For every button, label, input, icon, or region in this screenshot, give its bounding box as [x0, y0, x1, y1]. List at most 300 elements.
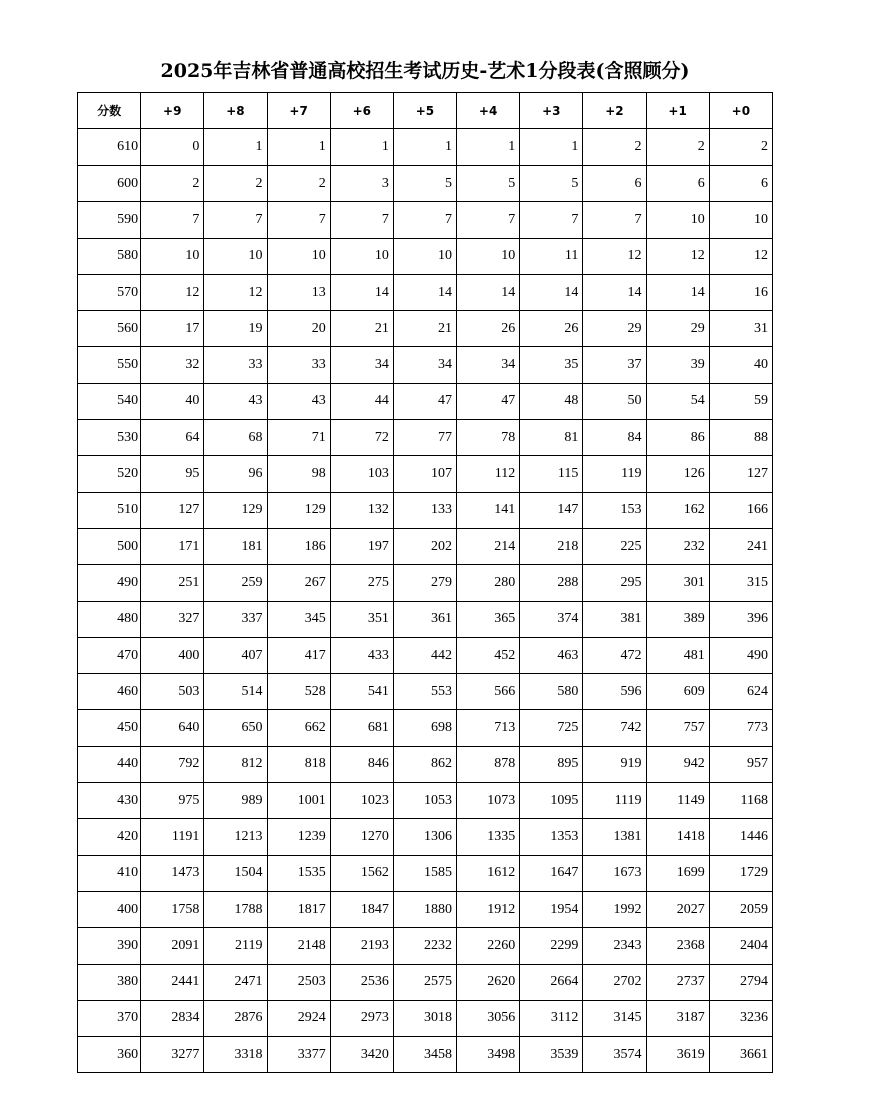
count-cell: 50 — [583, 383, 646, 419]
count-cell: 472 — [583, 637, 646, 673]
count-cell: 3277 — [141, 1037, 204, 1073]
count-cell: 218 — [520, 528, 583, 564]
count-cell: 147 — [520, 492, 583, 528]
count-cell: 1073 — [457, 783, 520, 819]
count-cell: 1446 — [709, 819, 772, 855]
count-cell: 2575 — [393, 964, 456, 1000]
count-cell: 12 — [141, 274, 204, 310]
count-cell: 2 — [141, 166, 204, 202]
count-cell: 34 — [330, 347, 393, 383]
count-cell: 1168 — [709, 783, 772, 819]
count-cell: 129 — [267, 492, 330, 528]
count-cell: 463 — [520, 637, 583, 673]
column-header: +7 — [267, 93, 330, 129]
count-cell: 20 — [267, 311, 330, 347]
score-cell: 370 — [78, 1000, 141, 1036]
count-cell: 0 — [141, 129, 204, 166]
count-cell: 1239 — [267, 819, 330, 855]
count-cell: 1535 — [267, 855, 330, 891]
score-cell: 400 — [78, 891, 141, 927]
count-cell: 295 — [583, 565, 646, 601]
count-cell: 119 — [583, 456, 646, 492]
count-cell: 609 — [646, 674, 709, 710]
count-cell: 514 — [204, 674, 267, 710]
count-cell: 2232 — [393, 928, 456, 964]
count-cell: 351 — [330, 601, 393, 637]
count-cell: 10 — [709, 202, 772, 238]
count-cell: 2 — [583, 129, 646, 166]
count-cell: 2091 — [141, 928, 204, 964]
count-cell: 365 — [457, 601, 520, 637]
count-cell: 1270 — [330, 819, 393, 855]
count-cell: 541 — [330, 674, 393, 710]
count-cell: 2973 — [330, 1000, 393, 1036]
count-cell: 251 — [141, 565, 204, 601]
score-cell: 460 — [78, 674, 141, 710]
score-cell: 580 — [78, 238, 141, 274]
count-cell: 95 — [141, 456, 204, 492]
count-cell: 580 — [520, 674, 583, 710]
count-cell: 773 — [709, 710, 772, 746]
count-cell: 1306 — [393, 819, 456, 855]
count-cell: 2027 — [646, 891, 709, 927]
table-row — [78, 891, 773, 927]
count-cell: 3056 — [457, 1000, 520, 1036]
count-cell: 1847 — [330, 891, 393, 927]
score-cell: 570 — [78, 274, 141, 310]
count-cell: 1213 — [204, 819, 267, 855]
count-cell: 407 — [204, 637, 267, 673]
count-cell: 84 — [583, 420, 646, 456]
table-body — [78, 129, 773, 1073]
count-cell: 2148 — [267, 928, 330, 964]
count-cell: 1612 — [457, 855, 520, 891]
table-row — [78, 492, 773, 528]
count-cell: 78 — [457, 420, 520, 456]
count-cell: 14 — [583, 274, 646, 310]
count-cell: 2834 — [141, 1000, 204, 1036]
count-cell: 47 — [457, 383, 520, 419]
count-cell: 214 — [457, 528, 520, 564]
score-cell: 540 — [78, 383, 141, 419]
table-row — [78, 964, 773, 1000]
score-cell: 520 — [78, 456, 141, 492]
table-row — [78, 528, 773, 564]
count-cell: 361 — [393, 601, 456, 637]
count-cell: 417 — [267, 637, 330, 673]
score-cell: 490 — [78, 565, 141, 601]
count-cell: 1954 — [520, 891, 583, 927]
count-cell: 400 — [141, 637, 204, 673]
count-cell: 1788 — [204, 891, 267, 927]
count-cell: 2 — [267, 166, 330, 202]
table-row — [78, 456, 773, 492]
count-cell: 2536 — [330, 964, 393, 1000]
count-cell: 725 — [520, 710, 583, 746]
count-cell: 1053 — [393, 783, 456, 819]
count-cell: 166 — [709, 492, 772, 528]
count-cell: 153 — [583, 492, 646, 528]
count-cell: 624 — [709, 674, 772, 710]
count-cell: 2664 — [520, 964, 583, 1000]
count-cell: 1119 — [583, 783, 646, 819]
count-cell: 29 — [646, 311, 709, 347]
count-cell: 197 — [330, 528, 393, 564]
count-cell: 5 — [393, 166, 456, 202]
count-cell: 59 — [709, 383, 772, 419]
count-cell: 1418 — [646, 819, 709, 855]
count-cell: 7 — [141, 202, 204, 238]
count-cell: 2503 — [267, 964, 330, 1000]
count-cell: 5 — [520, 166, 583, 202]
count-cell: 129 — [204, 492, 267, 528]
count-cell: 1 — [330, 129, 393, 166]
score-cell: 600 — [78, 166, 141, 202]
count-cell: 315 — [709, 565, 772, 601]
count-cell: 107 — [393, 456, 456, 492]
count-cell: 7 — [267, 202, 330, 238]
score-cell: 560 — [78, 311, 141, 347]
count-cell: 452 — [457, 637, 520, 673]
column-header: +6 — [330, 93, 393, 129]
count-cell: 528 — [267, 674, 330, 710]
count-cell: 2059 — [709, 891, 772, 927]
count-cell: 1699 — [646, 855, 709, 891]
count-cell: 47 — [393, 383, 456, 419]
count-cell: 792 — [141, 746, 204, 782]
count-cell: 2471 — [204, 964, 267, 1000]
count-cell: 650 — [204, 710, 267, 746]
count-cell: 288 — [520, 565, 583, 601]
count-cell: 1758 — [141, 891, 204, 927]
count-cell: 72 — [330, 420, 393, 456]
count-cell: 115 — [520, 456, 583, 492]
count-cell: 2441 — [141, 964, 204, 1000]
count-cell: 3145 — [583, 1000, 646, 1036]
count-cell: 1023 — [330, 783, 393, 819]
count-cell: 26 — [457, 311, 520, 347]
count-cell: 96 — [204, 456, 267, 492]
count-cell: 29 — [583, 311, 646, 347]
count-cell: 2876 — [204, 1000, 267, 1036]
score-cell: 390 — [78, 928, 141, 964]
count-cell: 64 — [141, 420, 204, 456]
count-cell: 186 — [267, 528, 330, 564]
count-cell: 10 — [393, 238, 456, 274]
score-cell: 420 — [78, 819, 141, 855]
column-header: +4 — [457, 93, 520, 129]
count-cell: 19 — [204, 311, 267, 347]
score-cell: 450 — [78, 710, 141, 746]
count-cell: 127 — [709, 456, 772, 492]
count-cell: 21 — [330, 311, 393, 347]
count-cell: 181 — [204, 528, 267, 564]
document-title: 2025年吉林省普通高校招生考试历史-艺术1分段表(含照顾分) — [160, 60, 690, 82]
count-cell: 3 — [330, 166, 393, 202]
score-cell: 500 — [78, 528, 141, 564]
count-cell: 553 — [393, 674, 456, 710]
count-cell: 2620 — [457, 964, 520, 1000]
count-cell: 2299 — [520, 928, 583, 964]
count-cell: 1353 — [520, 819, 583, 855]
table-row — [78, 383, 773, 419]
count-cell: 31 — [709, 311, 772, 347]
column-header: +5 — [393, 93, 456, 129]
score-cell: 360 — [78, 1037, 141, 1073]
count-cell: 6 — [583, 166, 646, 202]
column-header: +9 — [141, 93, 204, 129]
count-cell: 942 — [646, 746, 709, 782]
count-cell: 37 — [583, 347, 646, 383]
count-cell: 301 — [646, 565, 709, 601]
count-cell: 171 — [141, 528, 204, 564]
count-cell: 225 — [583, 528, 646, 564]
count-cell: 566 — [457, 674, 520, 710]
count-cell: 14 — [393, 274, 456, 310]
count-cell: 1 — [393, 129, 456, 166]
count-cell: 141 — [457, 492, 520, 528]
count-cell: 232 — [646, 528, 709, 564]
count-cell: 2737 — [646, 964, 709, 1000]
score-distribution-table — [77, 92, 773, 1073]
count-cell: 1001 — [267, 783, 330, 819]
column-header: +3 — [520, 93, 583, 129]
column-header: +1 — [646, 93, 709, 129]
count-cell: 88 — [709, 420, 772, 456]
count-cell: 86 — [646, 420, 709, 456]
count-cell: 7 — [457, 202, 520, 238]
count-cell: 1095 — [520, 783, 583, 819]
count-cell: 7 — [393, 202, 456, 238]
count-cell: 3377 — [267, 1037, 330, 1073]
count-cell: 503 — [141, 674, 204, 710]
count-cell: 3420 — [330, 1037, 393, 1073]
count-cell: 1504 — [204, 855, 267, 891]
count-cell: 2 — [709, 129, 772, 166]
count-cell: 32 — [141, 347, 204, 383]
count-cell: 2260 — [457, 928, 520, 964]
count-cell: 3236 — [709, 1000, 772, 1036]
count-cell: 490 — [709, 637, 772, 673]
count-cell: 7 — [330, 202, 393, 238]
count-cell: 862 — [393, 746, 456, 782]
table-row — [78, 274, 773, 310]
count-cell: 2343 — [583, 928, 646, 964]
count-cell: 1 — [457, 129, 520, 166]
count-cell: 1585 — [393, 855, 456, 891]
table-row — [78, 166, 773, 202]
count-cell: 10 — [457, 238, 520, 274]
count-cell: 10 — [267, 238, 330, 274]
score-cell: 510 — [78, 492, 141, 528]
count-cell: 957 — [709, 746, 772, 782]
count-cell: 1335 — [457, 819, 520, 855]
count-cell: 14 — [520, 274, 583, 310]
count-cell: 21 — [393, 311, 456, 347]
count-cell: 1912 — [457, 891, 520, 927]
count-cell: 396 — [709, 601, 772, 637]
count-cell: 1992 — [583, 891, 646, 927]
count-cell: 43 — [267, 383, 330, 419]
count-cell: 10 — [646, 202, 709, 238]
count-cell: 3187 — [646, 1000, 709, 1036]
count-cell: 35 — [520, 347, 583, 383]
count-cell: 989 — [204, 783, 267, 819]
count-cell: 33 — [204, 347, 267, 383]
count-cell: 2 — [646, 129, 709, 166]
count-cell: 3619 — [646, 1037, 709, 1073]
table-header-row — [78, 93, 773, 129]
count-cell: 2702 — [583, 964, 646, 1000]
count-cell: 12 — [646, 238, 709, 274]
count-cell: 6 — [646, 166, 709, 202]
count-cell: 3112 — [520, 1000, 583, 1036]
count-cell: 327 — [141, 601, 204, 637]
count-cell: 757 — [646, 710, 709, 746]
count-cell: 640 — [141, 710, 204, 746]
table-row — [78, 347, 773, 383]
count-cell: 280 — [457, 565, 520, 601]
count-cell: 259 — [204, 565, 267, 601]
count-cell: 1673 — [583, 855, 646, 891]
count-cell: 389 — [646, 601, 709, 637]
count-cell: 2193 — [330, 928, 393, 964]
count-cell: 3539 — [520, 1037, 583, 1073]
count-cell: 14 — [646, 274, 709, 310]
count-cell: 127 — [141, 492, 204, 528]
count-cell: 5 — [457, 166, 520, 202]
count-cell: 44 — [330, 383, 393, 419]
count-cell: 3318 — [204, 1037, 267, 1073]
count-cell: 3018 — [393, 1000, 456, 1036]
count-cell: 34 — [393, 347, 456, 383]
score-cell: 530 — [78, 420, 141, 456]
count-cell: 54 — [646, 383, 709, 419]
count-cell: 919 — [583, 746, 646, 782]
count-cell: 846 — [330, 746, 393, 782]
table-row — [78, 565, 773, 601]
count-cell: 742 — [583, 710, 646, 746]
count-cell: 103 — [330, 456, 393, 492]
count-cell: 698 — [393, 710, 456, 746]
column-header: +0 — [709, 93, 772, 129]
count-cell: 1149 — [646, 783, 709, 819]
count-cell: 1 — [520, 129, 583, 166]
count-cell: 433 — [330, 637, 393, 673]
table-row — [78, 1000, 773, 1036]
table-row — [78, 928, 773, 964]
column-header: 分数 — [78, 93, 141, 129]
table-row — [78, 819, 773, 855]
table-row — [78, 710, 773, 746]
count-cell: 2 — [204, 166, 267, 202]
table-row — [78, 783, 773, 819]
count-cell: 10 — [330, 238, 393, 274]
count-cell: 2368 — [646, 928, 709, 964]
count-cell: 1473 — [141, 855, 204, 891]
count-cell: 13 — [267, 274, 330, 310]
count-cell: 39 — [646, 347, 709, 383]
count-cell: 10 — [141, 238, 204, 274]
count-cell: 71 — [267, 420, 330, 456]
count-cell: 12 — [204, 274, 267, 310]
table-row — [78, 129, 773, 166]
count-cell: 662 — [267, 710, 330, 746]
count-cell: 202 — [393, 528, 456, 564]
count-cell: 818 — [267, 746, 330, 782]
count-cell: 1381 — [583, 819, 646, 855]
count-cell: 812 — [204, 746, 267, 782]
count-cell: 16 — [709, 274, 772, 310]
count-cell: 1817 — [267, 891, 330, 927]
table-row — [78, 238, 773, 274]
score-cell: 610 — [78, 129, 141, 166]
count-cell: 34 — [457, 347, 520, 383]
count-cell: 2404 — [709, 928, 772, 964]
table-row — [78, 1037, 773, 1073]
score-cell: 550 — [78, 347, 141, 383]
count-cell: 895 — [520, 746, 583, 782]
count-cell: 2119 — [204, 928, 267, 964]
count-cell: 17 — [141, 311, 204, 347]
count-cell: 2924 — [267, 1000, 330, 1036]
table-row — [78, 855, 773, 891]
table-row — [78, 311, 773, 347]
count-cell: 713 — [457, 710, 520, 746]
count-cell: 596 — [583, 674, 646, 710]
table-row — [78, 202, 773, 238]
count-cell: 3498 — [457, 1037, 520, 1073]
column-header: +8 — [204, 93, 267, 129]
score-cell: 440 — [78, 746, 141, 782]
count-cell: 3661 — [709, 1037, 772, 1073]
count-cell: 81 — [520, 420, 583, 456]
count-cell: 241 — [709, 528, 772, 564]
count-cell: 33 — [267, 347, 330, 383]
count-cell: 3458 — [393, 1037, 456, 1073]
count-cell: 133 — [393, 492, 456, 528]
count-cell: 162 — [646, 492, 709, 528]
count-cell: 40 — [709, 347, 772, 383]
count-cell: 975 — [141, 783, 204, 819]
count-cell: 126 — [646, 456, 709, 492]
count-cell: 2794 — [709, 964, 772, 1000]
score-cell: 380 — [78, 964, 141, 1000]
count-cell: 14 — [457, 274, 520, 310]
count-cell: 279 — [393, 565, 456, 601]
count-cell: 1 — [204, 129, 267, 166]
score-cell: 410 — [78, 855, 141, 891]
count-cell: 98 — [267, 456, 330, 492]
table-row — [78, 746, 773, 782]
count-cell: 26 — [520, 311, 583, 347]
count-cell: 1729 — [709, 855, 772, 891]
count-cell: 48 — [520, 383, 583, 419]
count-cell: 12 — [583, 238, 646, 274]
table-row — [78, 420, 773, 456]
score-cell: 470 — [78, 637, 141, 673]
count-cell: 374 — [520, 601, 583, 637]
count-cell: 10 — [204, 238, 267, 274]
count-cell: 337 — [204, 601, 267, 637]
count-cell: 14 — [330, 274, 393, 310]
count-cell: 1562 — [330, 855, 393, 891]
count-cell: 12 — [709, 238, 772, 274]
count-cell: 442 — [393, 637, 456, 673]
count-cell: 7 — [204, 202, 267, 238]
count-cell: 3574 — [583, 1037, 646, 1073]
count-cell: 40 — [141, 383, 204, 419]
